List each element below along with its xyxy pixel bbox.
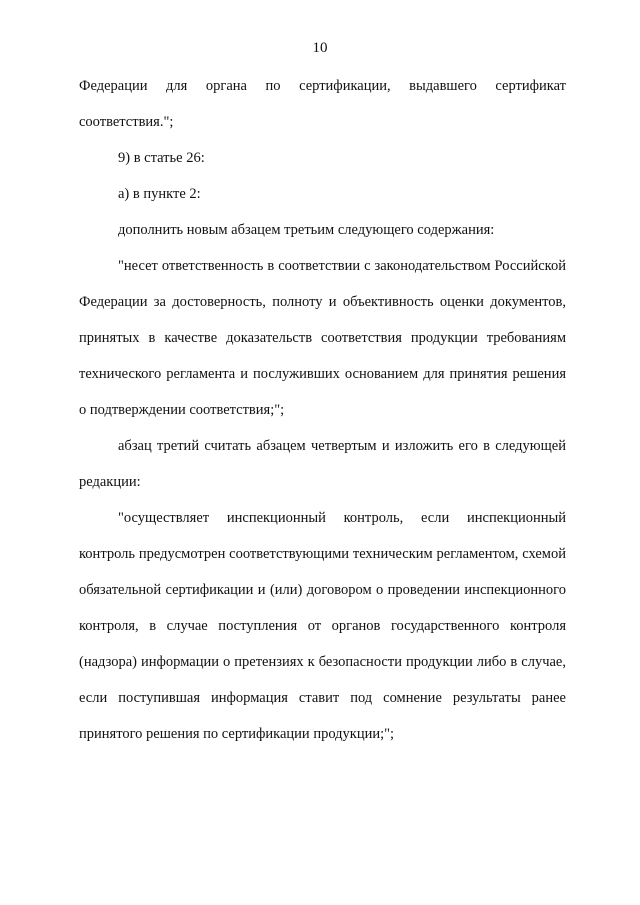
document-body — [79, 68, 566, 752]
paragraph-quote-inspection: "осуществляет инспекционный контроль, если инспекционный контроль предусмотрен соответствующими техническим регламентом, схемой обязательной сертификации и (или) договором о проведении инспекционного контроля, в случае поступления от органов государственного контроля (надзора) информации о претензиях к безопасности продукции либо в случае, если поступившая информация ставит под сомнение результаты ранее принятого решения по сертификации продукции;"; — [79, 510, 566, 742]
paragraph-instruction: дополнить новым абзацем третьим следующего содержания: — [118, 222, 495, 238]
page-number: 10 — [312, 40, 328, 56]
paragraph-subitem-a: а) в пункте 2: — [118, 186, 201, 202]
paragraph-item-9: 9) в статье 26: — [118, 150, 205, 166]
paragraph-continuation: Федерации для органа по сертификации, выдавшего сертификат соответствия."; — [79, 78, 566, 130]
paragraph-amendment: абзац третий считать абзацем четвертым и изложить его в следующей редакции: — [79, 438, 566, 490]
paragraph-quote-responsibility: "несет ответственность в соответствии с законодательством Российской Федерации за достоверность, полноту и объективность оценки документов, принятых в качестве доказательств соответствия продукции требованиям технического регламента и послуживших основанием для принятия решения о подтверждении соответствия;"; — [79, 258, 566, 418]
